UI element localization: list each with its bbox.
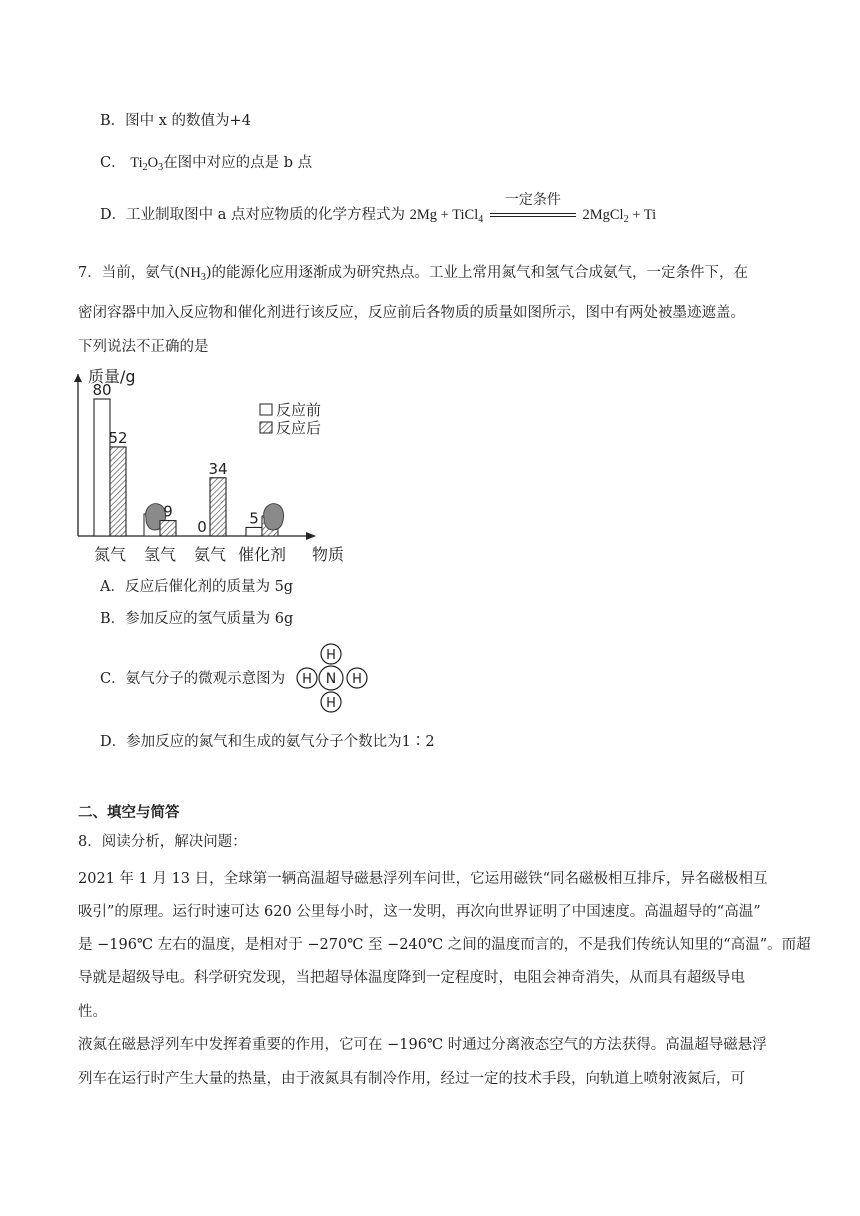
atom-h-bottom: H [326, 696, 336, 711]
x-axis-arrow [306, 532, 316, 540]
bar-0-0 [94, 399, 110, 536]
x-tick-label-3: 催化剂 [237, 545, 287, 564]
data-label-1-1: 9 [163, 502, 173, 521]
y-axis-label: 质量/g [88, 367, 136, 386]
atom-n: N [325, 671, 337, 687]
q7-option-c: C．氨气分子的微观示意图为 [100, 671, 286, 687]
x-tick-label-0: 氮气 [93, 545, 127, 564]
x-axis-label: 物质 [312, 545, 345, 564]
data-label-2-1: 34 [208, 459, 228, 478]
legend-label-0: 反应前 [276, 401, 322, 419]
atom-h-right: H [352, 672, 362, 687]
x-tick-label-1: 氢气 [143, 545, 177, 564]
data-label-2-0: 0 [197, 518, 207, 536]
q7-stem-line2: 密闭容器中加入反应物和催化剂进行该反应，反应前后各物质的质量如图所示，图中有两处被墨迹遮盖。 [78, 305, 745, 321]
q7-option-d: D．参加反应的氮气和生成的氨气分子个数比为1∶2 [100, 734, 435, 750]
q7-option-a: A．反应后催化剂的质量为 5g [100, 579, 294, 595]
paragraph1-line4: 导就是超级导电。科学研究发现，当把超导体温度降到一定程度时，电阻会神奇消失，从而具有超级导电 [78, 970, 745, 986]
section-heading: 二、填空与简答 [78, 804, 180, 821]
q7-stem-line1: 7．当前，氨气$(NH_3)$的能源化应用逐渐成为研究热点。工业上常用氮气和氢气合成氨气，一定条件下，在 [78, 265, 748, 283]
equation-lhs: 2Mg + TiCl$_4$ [409, 207, 484, 225]
data-label-0-0: 80 [92, 381, 112, 399]
q7-stem-line3: 下列说法不正确的是 [78, 339, 209, 355]
legend-label-1: 反应后 [276, 419, 322, 437]
legend-swatch-0 [260, 404, 272, 415]
atom-h-top: H [326, 648, 336, 663]
atom-h-left: H [302, 672, 312, 687]
paragraph1-line1: 2021 年 1 月 13 日，全球第一辆高温超导磁悬浮列车问世，它运用磁铁“同名磁极相互排斥，异名磁极相互 [78, 871, 768, 887]
ammonia-molecule-diagram [288, 640, 372, 718]
mass-bar-chart [60, 364, 360, 568]
bar-3-0 [246, 527, 262, 536]
paragraph1-line2: 吸引”的原理。运行时速可达 620 公里每小时，这一发明，再次向世界证明了中国速度。高温超导的“高温” [78, 904, 761, 920]
legend-swatch-1 [260, 422, 272, 433]
x-tick-label-2: 氨气 [193, 545, 227, 564]
data-label-0-1: 52 [108, 428, 128, 447]
paragraph2-line1: 液氮在磁悬浮列车中发挥着重要的作用，它可在 −196℃ 时通过分离液态空气的方法获得。高温超导磁悬浮 [78, 1037, 767, 1053]
q7-option-b: B．参加反应的氢气质量为 6g [100, 611, 294, 627]
q6-option-b: B．图中 x 的数值为+4 [100, 113, 251, 129]
q6-option-d: D．工业制取图中 a 点对应物质的化学方程式为 2Mg + TiCl$_4$ 一定条件 2MgCl$_2$ + Ti [100, 192, 657, 225]
y-axis-arrow [74, 374, 82, 382]
paragraph1-line3: 是 −196℃ 左右的温度，是相对于 −270℃ 至 −240℃ 之间的温度而言的，不是我们传统认知里的“高温”。而超 [78, 937, 811, 953]
bar-2-1 [210, 478, 226, 536]
q8-title: 8．阅读分析，解决问题： [78, 834, 247, 850]
ink-blot-3 [264, 504, 284, 530]
equation-rhs: 2MgCl$_2$ + Ti [582, 207, 657, 225]
bar-1-1 [160, 521, 176, 536]
bar-0-1 [110, 447, 126, 536]
data-label-3-0: 5 [249, 509, 259, 528]
reaction-condition-arrow: 一定条件 [488, 206, 578, 224]
formula-nh3: $NH_3$ [179, 265, 206, 283]
formula-ti2o3: $Ti_2O_3$ [130, 155, 164, 173]
paragraph2-line2: 列车在运行时产生大量的热量，由于液氮具有制冷作用，经过一定的技术手段，向轨道上喷射液氮后，可 [78, 1071, 745, 1087]
paragraph1-line5: 性。 [78, 1004, 107, 1020]
q6-option-c: C． $Ti_2O_3$在图中对应的点是 b 点 [100, 155, 313, 173]
